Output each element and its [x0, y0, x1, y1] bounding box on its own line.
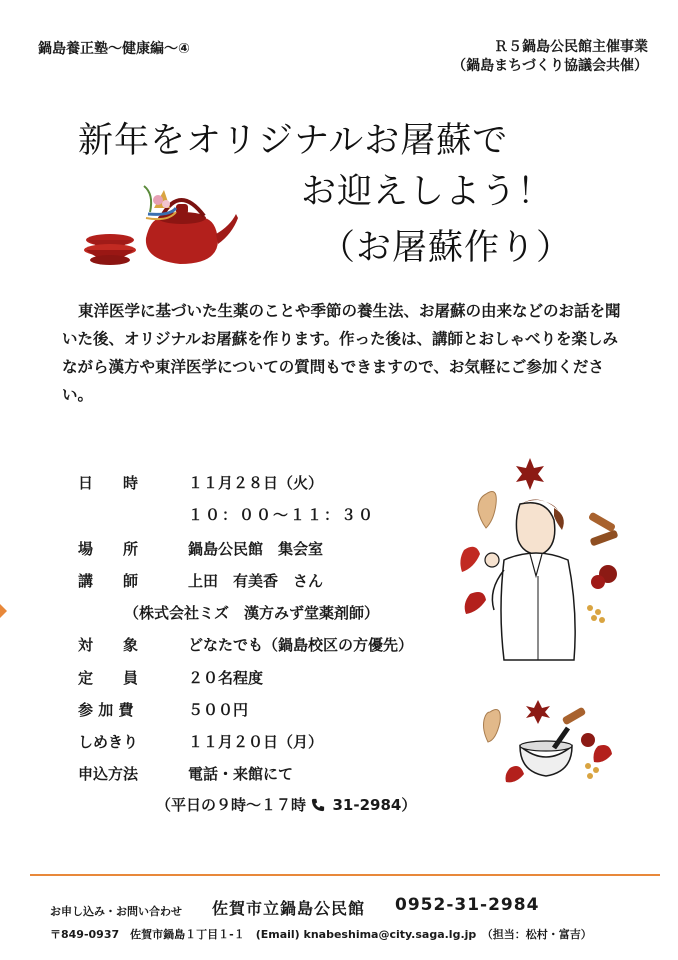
capacity-label: 定 員: [78, 669, 139, 687]
lecturer-value: 上田 有美香 さん: [188, 572, 324, 590]
deadline-value: １１月２０日（月）: [188, 733, 324, 751]
herbalist-illustration: [450, 450, 630, 810]
apply-value: 電話・来館にて: [188, 765, 294, 783]
title-line-2: お迎えしよう！: [301, 172, 554, 212]
place-label: 場 所: [78, 540, 139, 558]
series-label: 鍋島養正塾〜健康編〜④: [38, 41, 190, 57]
event-description: 東洋医学に基づいた生薬のことや季節の養生法、お屠蘇の由来などのお話を聞いた後、オリジナルお屠蘇を作ります。作った後は、講師とおしゃべりを楽しみながら漢方や東洋医学についての質問もできますので、お気軽にご参加ください。: [62, 302, 621, 404]
title-line-3: （お屠蘇作り）: [320, 228, 573, 268]
time-value: １０：００〜１１：３０: [188, 506, 376, 524]
apply-hours: （平日の９時〜１７時: [156, 796, 307, 814]
fee-label: 参 加 費: [78, 701, 134, 719]
deadline-label: しめきり: [78, 733, 139, 751]
fee-value: ５００円: [188, 701, 249, 719]
apply-label: 申込方法: [78, 765, 139, 783]
apply-phone: 31-2984）: [332, 796, 417, 814]
apply-contact: [156, 794, 416, 815]
title-line-1: 新年をオリジナルお屠蘇で: [78, 121, 509, 161]
sponsor-line-1: Ｒ５鍋島公民館主催事業: [494, 39, 648, 55]
target-value: どなたでも（鍋島校区の方優先）: [188, 636, 414, 654]
sponsor-line-2: （鍋島まちづくり協議会共催）: [452, 58, 648, 74]
sponsor-info: [452, 38, 648, 76]
phone-number: 0952-31-2984: [395, 895, 540, 915]
address-line: 〒849-0937 佐賀市鍋島１丁目１-１ (Email) knabeshima@city.saga.lg.jp （担当：松村・富吉）: [50, 928, 592, 941]
phone-icon: [311, 798, 325, 812]
lecturer-affiliation: （株式会社ミズ 漢方みず堂薬剤師）: [124, 604, 380, 622]
target-label: 対 象: [78, 636, 139, 654]
date-value: １１月２８日（火）: [188, 474, 324, 492]
organization-name: 佐賀市立鍋島公民館: [212, 899, 366, 918]
contact-label: お申し込み・お問い合わせ: [50, 905, 182, 918]
toso-teapot-illustration: [80, 178, 240, 278]
lecturer-label: 講 師: [78, 572, 139, 590]
place-value: 鍋島公民館 集会室: [188, 540, 324, 558]
capacity-value: ２０名程度: [188, 669, 264, 687]
date-label: 日 時: [78, 474, 139, 492]
footer-divider: [30, 874, 660, 876]
edge-mark: [0, 604, 8, 618]
